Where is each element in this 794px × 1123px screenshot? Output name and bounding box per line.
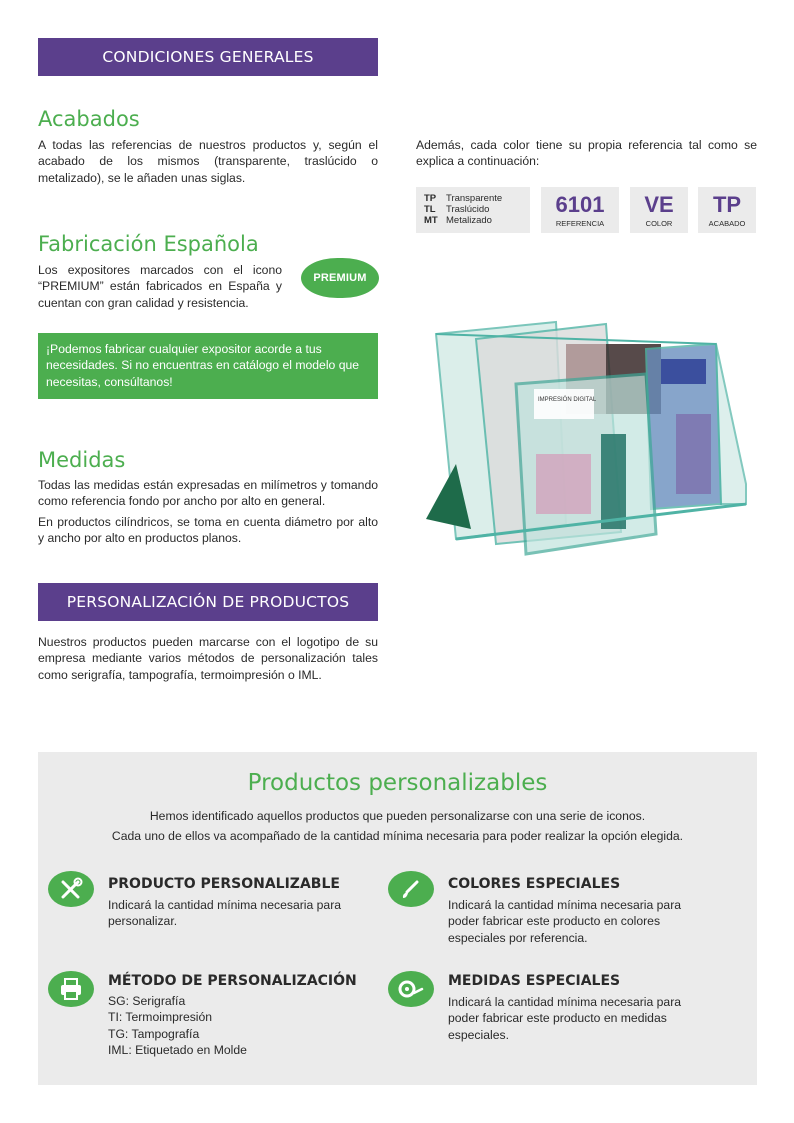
fabricacion-heading: Fabricación Española xyxy=(38,232,259,256)
legend-row xyxy=(424,204,522,215)
ref-label: REFERENCIA xyxy=(555,218,605,228)
feature-line: poder fabricar este producto en medidas xyxy=(448,1011,667,1026)
fabricacion-text: Los expositores marcados con el icono “PREMIUM” están fabricados en España y cuentan con gran calidad y resistencia. xyxy=(38,263,282,310)
feature-line: especiales. xyxy=(448,1027,509,1042)
legend-row xyxy=(424,215,522,226)
feature-line: Indicará la cantidad mínima necesaria para xyxy=(448,898,682,912)
acabados-text: A todas las referencias de nuestros productos y, según el acabado de los mismos (transparente, traslúcido o metalizado), se le añaden unas siglas. xyxy=(38,138,378,185)
medidas-heading: Medidas xyxy=(38,448,126,472)
feature-text-medidas xyxy=(448,994,681,1043)
ref-box-color xyxy=(630,187,688,233)
feature-line: TI: Termoimpresión xyxy=(108,1010,213,1025)
color-ref-intro: Además, cada color tiene su propia referencia tal como se explica a continuación: xyxy=(416,138,757,169)
productos-title: Productos personalizables xyxy=(247,770,548,796)
printer-icon xyxy=(48,971,94,1007)
tools-icon xyxy=(48,871,94,907)
feature-line: especiales por referencia. xyxy=(448,930,588,945)
legend-row xyxy=(424,193,522,204)
productos-panel xyxy=(38,752,757,1085)
ref-value: 6101 xyxy=(555,191,605,217)
display-stand-illustration xyxy=(416,304,757,568)
tape-measure-icon xyxy=(388,971,434,1007)
feature-text-producto xyxy=(108,897,341,930)
legend-code: MT xyxy=(424,215,438,226)
paint-brush-icon xyxy=(388,871,434,907)
ref-label: COLOR xyxy=(645,218,673,228)
feature-text-colores xyxy=(448,897,681,946)
premium-badge: PREMIUM xyxy=(301,258,379,298)
ref-value: TP xyxy=(712,191,742,217)
legend-label: Traslúcido xyxy=(446,204,490,215)
ref-box-acabado xyxy=(698,187,756,233)
product-photo-label: IMPRESIÓN DIGITAL xyxy=(538,397,597,403)
legend-code: TL xyxy=(424,204,436,215)
feature-line: IML: Etiquetado en Molde xyxy=(108,1043,247,1058)
feature-line: TG: Tampografía xyxy=(108,1026,200,1041)
feature-title-colores: COLORES ESPECIALES xyxy=(448,876,621,892)
feature-line: Indicará la cantidad mínima necesaria para xyxy=(108,898,342,912)
feature-title-medidas: MEDIDAS ESPECIALES xyxy=(448,973,621,989)
medidas-text xyxy=(38,477,378,547)
feature-line: poder fabricar este producto en colores xyxy=(448,914,661,929)
legend-label: Metalizado xyxy=(446,215,492,226)
medidas-text-2: En productos cilíndricos, se toma en cuenta diámetro por alto y ancho por alto en productos planos. xyxy=(38,514,378,546)
condiciones-banner: CONDICIONES GENERALES xyxy=(38,38,378,76)
feature-title-producto: PRODUCTO PERSONALIZABLE xyxy=(108,876,340,892)
medidas-text-1: Todas las medidas están expresadas en milímetros y tomando como referencia fondo por ancho por alto en general. xyxy=(38,478,378,509)
feature-title-metodo: MÉTODO DE PERSONALIZACIÓN xyxy=(108,973,357,989)
ref-label: ACABADO xyxy=(708,218,746,228)
callout-box: ¡Podemos fabricar cualquier expositor acorde a tus necesidades. Si no encuentras en catálogo el modelo que necesitas, consúltanos! xyxy=(38,333,378,399)
finish-legend xyxy=(416,187,530,233)
product-photo xyxy=(416,304,757,568)
personalizacion-text: Nuestros productos pueden marcarse con el logotipo de su empresa mediante varios métodos de personalización tales como serigrafía, tampografía, termoimpresión o IML. xyxy=(38,635,378,682)
feature-line: SG: Serigrafía xyxy=(108,994,186,1008)
feature-line: Indicará la cantidad mínima necesaria para xyxy=(448,995,682,1009)
legend-code: TP xyxy=(424,193,437,204)
feature-line: personalizar. xyxy=(108,914,178,929)
ref-box-referencia xyxy=(541,187,619,233)
productos-line-2: Cada uno de ellos va acompañado de la cantidad mínima necesaria para poder realizar la opción elegida. xyxy=(111,829,684,843)
productos-line-1: Hemos identificado aquellos productos que pueden personalizarse con una serie de iconos. xyxy=(149,809,646,823)
ref-value: VE xyxy=(644,191,674,217)
feature-text-metodo xyxy=(108,993,247,1059)
acabados-heading: Acabados xyxy=(38,107,140,131)
personalizacion-banner: PERSONALIZACIÓN DE PRODUCTOS xyxy=(38,583,378,621)
legend-label: Transparente xyxy=(446,193,503,204)
